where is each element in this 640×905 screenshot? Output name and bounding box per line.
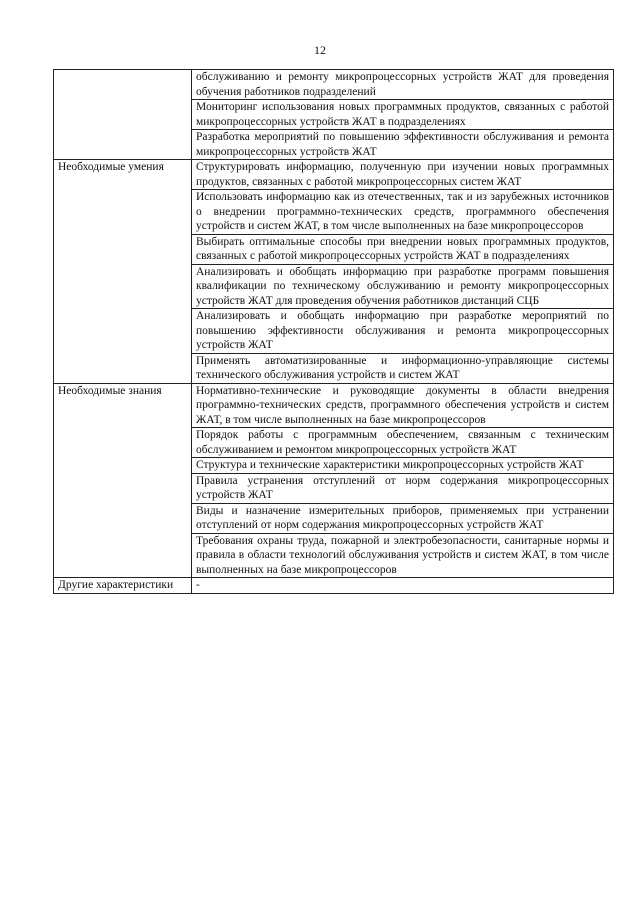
page-number: 12	[314, 43, 326, 57]
skill-cell: Выбирать оптимальные способы при внедрении новых программных продуктов, связанных с работой микропроцессорных устройств ЖАТ в подразделениях	[192, 234, 614, 264]
activity-cell: Разработка мероприятий по повышению эффективности обслуживания и ремонта микропроцессорных устройств ЖАТ	[192, 130, 614, 160]
skill-cell: Применять автоматизированные и информационно-управляющие системы технического обслуживания устройств и систем ЖАТ	[192, 353, 614, 383]
knowledge-cell: Виды и назначение измерительных приборов, применяемых при устранении отступлений от норм содержания микропроцессорных устройств ЖАТ	[192, 503, 614, 533]
knowledge-cell: Нормативно-технические и руководящие документы в области внедрения программно-технических средств, программного обеспечения устройств и систем ЖАТ, в том числе выполненных на базе микропроцессоров	[192, 383, 614, 428]
skills-label: Необходимые умения	[54, 160, 192, 384]
skill-cell: Анализировать и обобщать информацию при разработке мероприятий по повышению эффективности обслуживания и ремонта микропроцессорных устройств ЖАТ	[192, 309, 614, 354]
requirements-table	[53, 69, 614, 594]
knowledge-cell: Требования охраны труда, пожарной и электробезопасности, санитарные нормы и правила в области технологий обслуживания устройств и систем ЖАТ, в том числе выполненных на базе микропроцессоров	[192, 533, 614, 578]
activity-cell: Мониторинг использования новых программных продуктов, связанных с работой микропроцессорных устройств ЖАТ в подразделениях	[192, 100, 614, 130]
table-row	[54, 160, 614, 190]
knowledge-label: Необходимые знания	[54, 383, 192, 578]
knowledge-cell: Структура и технические характеристики микропроцессорных устройств ЖАТ	[192, 458, 614, 474]
activity-cell: обслуживанию и ремонту микропроцессорных устройств ЖАТ для проведения обучения работников подразделений	[192, 70, 614, 100]
skill-cell: Использовать информацию как из отечественных, так и из зарубежных источников о внедрении программно-технических средств, программного обеспечения устройств и систем ЖАТ, в том числе выполненных на базе микропроцессоров	[192, 190, 614, 235]
skill-cell: Анализировать и обобщать информацию при разработке программ повышения квалификации по техническому обслуживанию и ремонту микропроцессорных устройств ЖАТ для проведения обучения работников дистанций СЦБ	[192, 264, 614, 309]
table-row	[54, 383, 614, 428]
skill-cell: Структурировать информацию, полученную при изучении новых программных продуктов, связанных с работой микропроцессорных систем ЖАТ	[192, 160, 614, 190]
table-row	[54, 70, 614, 100]
other-label: Другие характеристики	[54, 578, 192, 594]
knowledge-cell: Правила устранения отступлений от норм содержания микропроцессорных устройств ЖАТ	[192, 473, 614, 503]
label-cell-empty	[54, 70, 192, 160]
other-value: -	[192, 578, 614, 594]
table-row	[54, 578, 614, 594]
knowledge-cell: Порядок работы с программным обеспечением, связанным с техническим обслуживанием и ремонтом микропроцессорных устройств ЖАТ	[192, 428, 614, 458]
